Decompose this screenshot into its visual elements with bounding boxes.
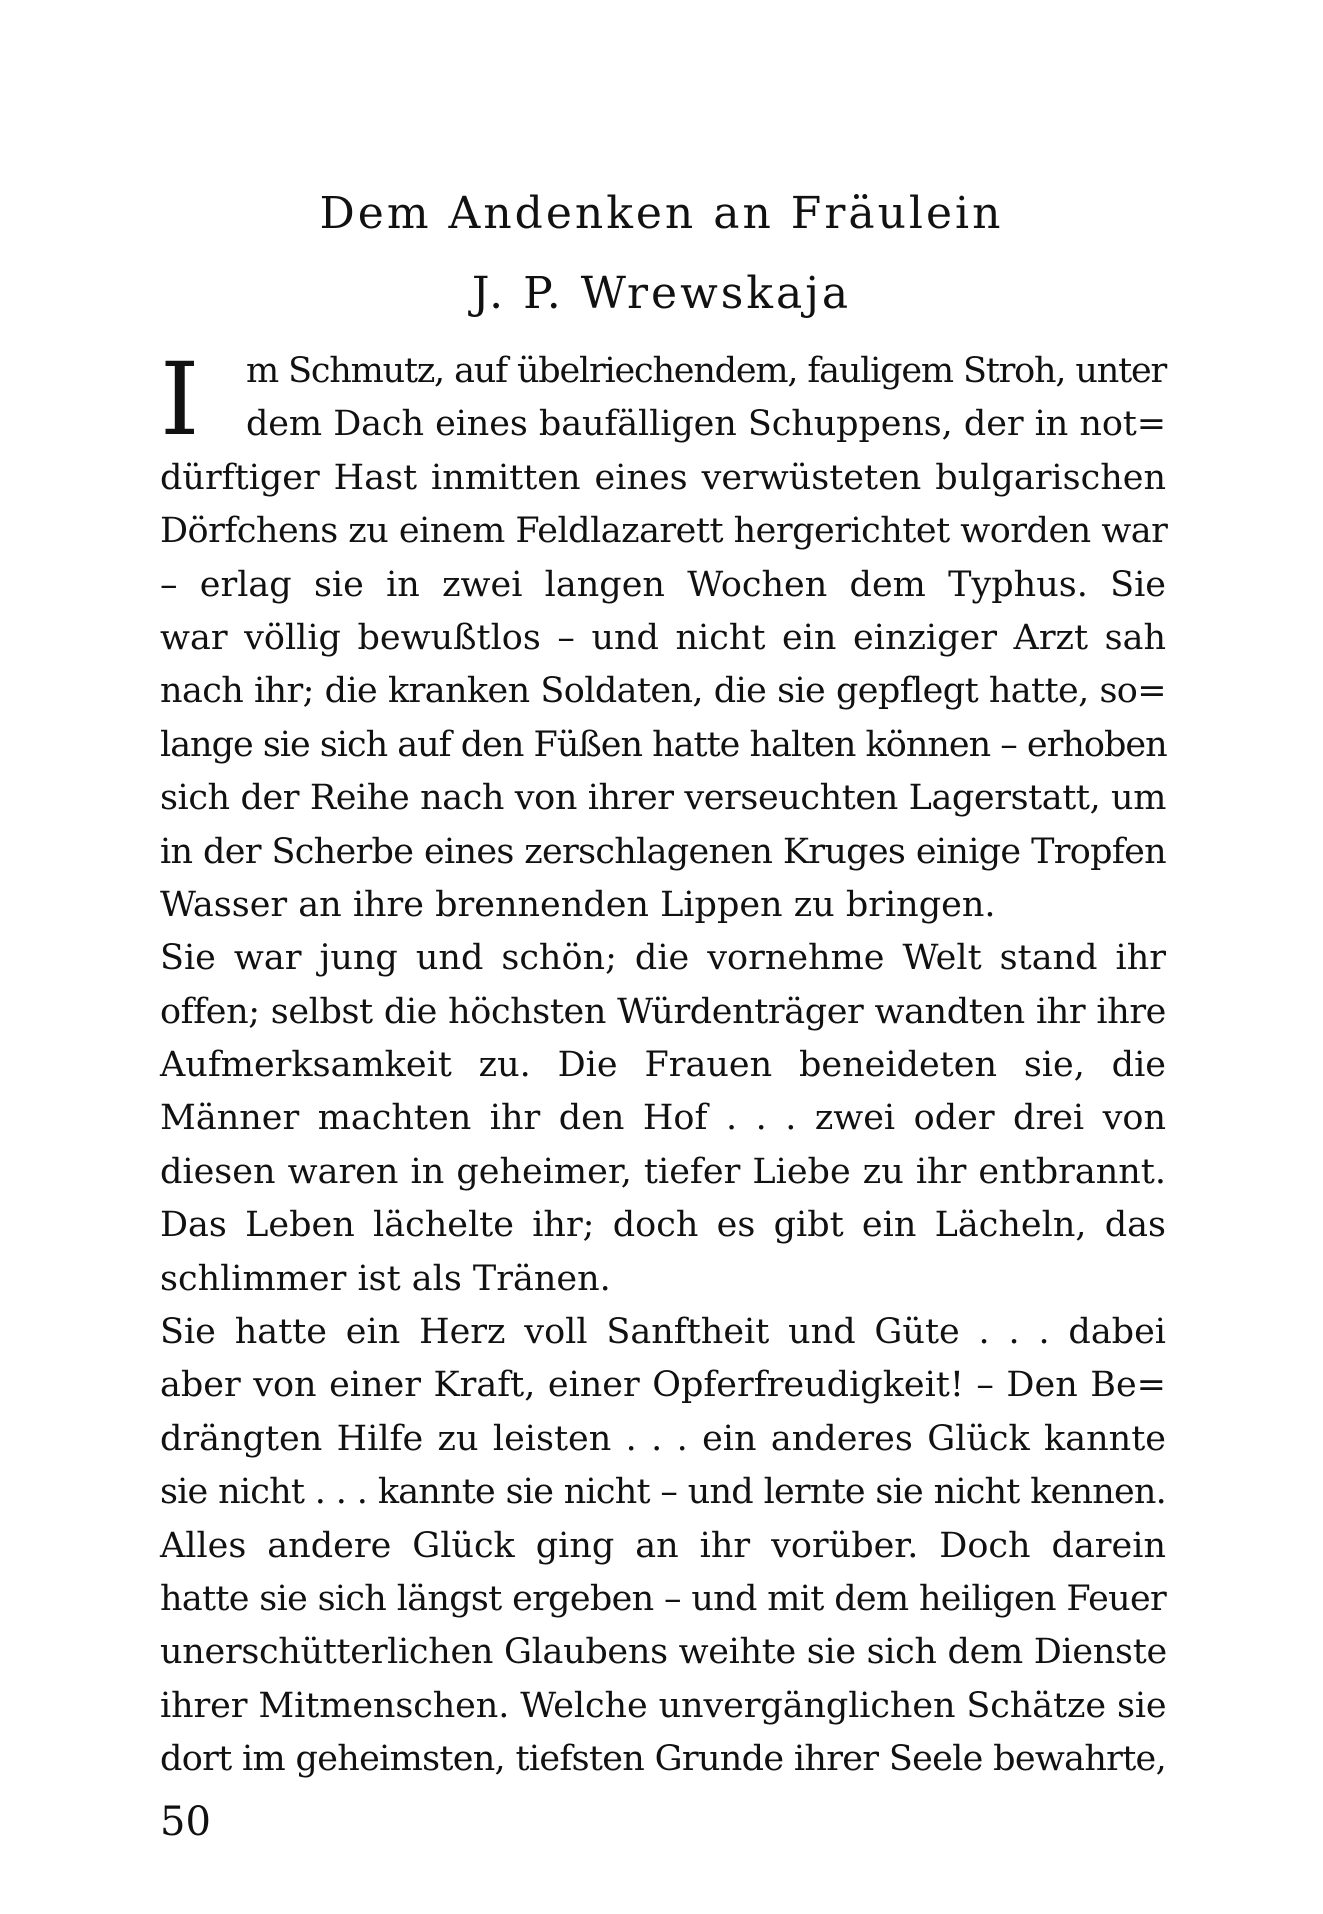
text-line: Wasser an ihre brennenden Lippen zu bringen. [160, 884, 996, 925]
text-line: Dörfchens zu einem Feldlazarett hergerichtet worden war [160, 511, 1168, 552]
text-line: sich der Reihe nach von ihrer verseuchten Lagerstatt, um [160, 778, 1166, 819]
text-line: Aufmerksamkeit zu. Die Frauen beneideten sie, die [160, 1045, 1166, 1086]
text-line: m Schmutz, auf übelriechendem, fauligem Stroh, unter [246, 351, 1166, 391]
text-line: sie nicht . . . kannte sie nicht – und lernte sie nicht kennen. [160, 1472, 1166, 1513]
text-line: Alles andere Glück ging an ihr vorüber. Doch darein [160, 1525, 1166, 1566]
heading-line-1: Dem Andenken an Fräulein [319, 188, 1004, 239]
text-line: diesen waren in geheimer, tiefer Liebe zu ihr entbrannt. [160, 1151, 1166, 1192]
text-line: schlimmer ist als Tränen. [160, 1258, 611, 1299]
text-line: aber von einer Kraft, einer Opferfreudigkeit! – Den Be= [160, 1365, 1166, 1406]
text-line: hatte sie sich längst ergeben – und mit dem heiligen Feuer [160, 1578, 1166, 1619]
text-line: dort im geheimsten, tiefsten Grunde ihrer Seele bewahrte, [160, 1739, 1166, 1780]
body-text [160, 341, 1168, 1787]
page-number: 50 [160, 1799, 211, 1845]
text-line: lange sie sich auf den Füßen hatte halten können – erhoben [160, 724, 1167, 765]
heading-line-2: J. P. Wrewskaja [471, 268, 852, 319]
text-line: drängten Hilfe zu leisten . . . ein anderes Glück kannte [160, 1418, 1166, 1459]
text-line: Sie hatte ein Herz voll Sanftheit und Güte . . . dabei [160, 1312, 1166, 1353]
text-line: in der Scherbe eines zerschlagenen Kruges einige Tropfen [160, 831, 1166, 872]
text-line: dem Dach eines baufälligen Schuppens, der in not= [246, 404, 1166, 445]
text-line: Männer machten ihr den Hof . . . zwei oder drei von [160, 1098, 1166, 1139]
drop-cap: I [160, 341, 200, 458]
text-line: unerschütterlichen Glaubens weihte sie sich dem Dienste [160, 1632, 1167, 1673]
text-line: nach ihr; die kranken Soldaten, die sie gepflegt hatte, so= [160, 671, 1166, 712]
text-line: Sie war jung und schön; die vornehme Welt stand ihr [160, 938, 1166, 979]
text-line: Das Leben lächelte ihr; doch es gibt ein Lächeln, das [160, 1205, 1166, 1246]
text-line: offen; selbst die höchsten Würdenträger wandten ihr ihre [160, 991, 1166, 1032]
text-line: – erlag sie in zwei langen Wochen dem Typhus. Sie [160, 564, 1166, 605]
text-line: war völlig bewußtlos – und nicht ein einziger Arzt sah [160, 617, 1166, 658]
text-line: dürftiger Hast inmitten eines verwüsteten bulgarischen [160, 457, 1166, 498]
text-line: ihrer Mitmenschen. Welche unvergänglichen Schätze sie [160, 1685, 1167, 1726]
